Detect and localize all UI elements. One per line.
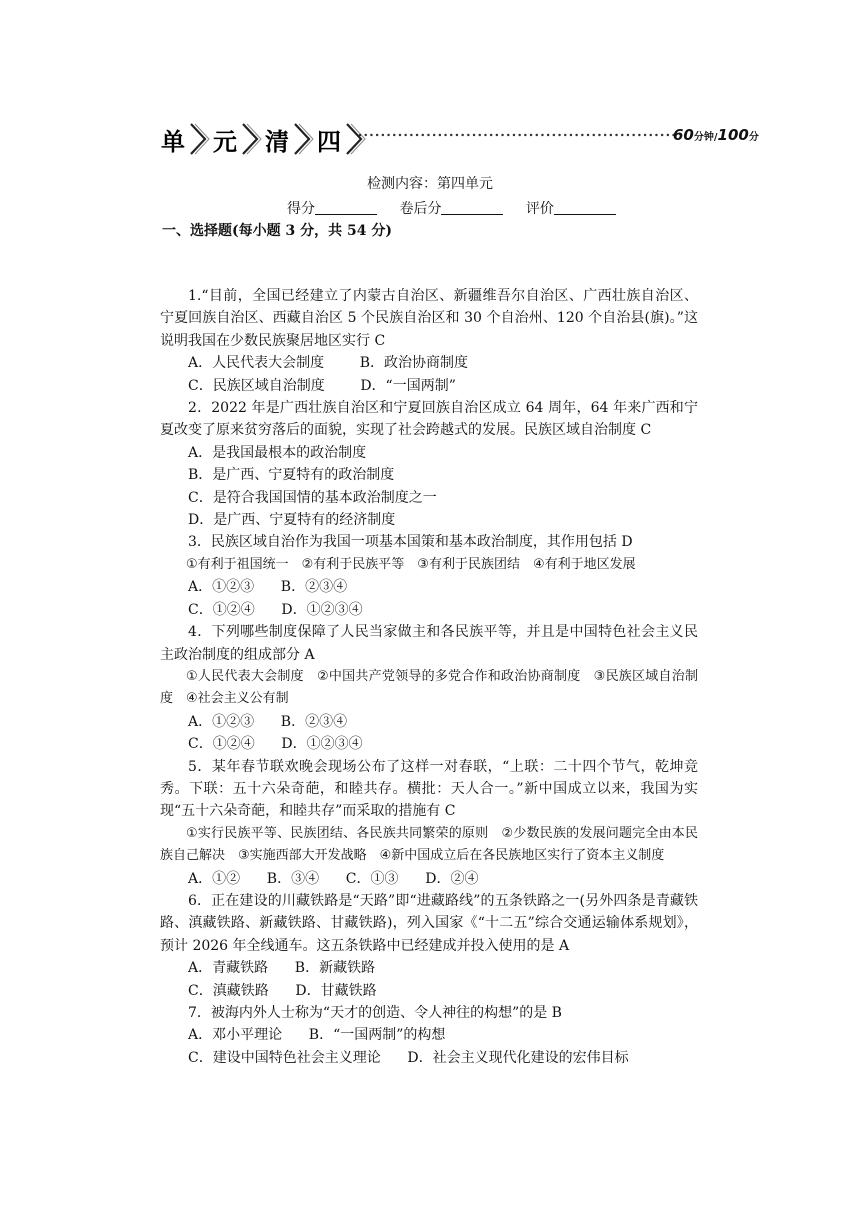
score-value: 100 bbox=[717, 126, 749, 144]
unit-title-segment bbox=[262, 122, 314, 157]
unit-title-segment bbox=[158, 122, 210, 157]
chevron-right-icon bbox=[240, 122, 262, 156]
unit-title-segment bbox=[210, 122, 262, 157]
question-stem: 1.“目前，全国已经建立了内蒙古自治区、新疆维吾尔自治区、广西壮族自治区、宁夏回族自治区、西藏自治区 5 个民族自治区和 30 个自治州、120 个自治县(旗)。”这说明我国在少数民族聚居地区实行 C bbox=[160, 288, 698, 349]
question-option-row: A．①② B．③④ C．①③ D．②④ bbox=[188, 870, 479, 887]
question-option-row: C．滇藏铁路 D．甘藏铁路 bbox=[188, 982, 377, 999]
score-blank[interactable] bbox=[554, 200, 616, 215]
section-title: 一、选择题(每小题 3 分，共 54 分) bbox=[162, 223, 392, 239]
unit-title-char: 清 bbox=[265, 127, 289, 156]
question-list bbox=[160, 285, 698, 1069]
unit-title-char: 元 bbox=[213, 127, 237, 156]
unit-title-char: 单 bbox=[161, 127, 185, 156]
score-blank[interactable] bbox=[441, 200, 503, 215]
chevron-right-icon bbox=[292, 122, 314, 156]
score-fields bbox=[287, 198, 634, 218]
score-field-label: 得分 bbox=[287, 201, 315, 217]
question-option-row: A．邓小平理论 B．“一国两制”的构想 bbox=[188, 1027, 446, 1044]
score-field-label: 卷后分 bbox=[399, 201, 442, 217]
time-unit: 分钟/ bbox=[693, 132, 718, 143]
unit-title-char: 四 bbox=[317, 127, 341, 156]
score-blank[interactable] bbox=[315, 200, 377, 215]
question-item bbox=[160, 1002, 698, 1069]
question-item bbox=[160, 890, 698, 1002]
question-item bbox=[160, 397, 698, 531]
question-option-row: C．建设中国特色社会主义理论 D．社会主义现代化建设的宏伟目标 bbox=[188, 1049, 629, 1066]
dotted-leader bbox=[358, 131, 676, 139]
question-option-row: A．青藏铁路 B．新藏铁路 bbox=[188, 960, 376, 977]
score-field-label: 评价 bbox=[525, 201, 554, 217]
question-stem: 7．被海内外人士称为“天才的创造、令人神往的构想”的是 B bbox=[188, 1005, 562, 1021]
unit-title-segment bbox=[314, 122, 366, 157]
question-option-row: D．是广西、宁夏特有的经济制度 bbox=[188, 512, 396, 529]
question-option-row: C．①②④ D．①②③④ bbox=[188, 601, 363, 618]
question-item bbox=[160, 621, 698, 755]
time-score-badge bbox=[673, 126, 759, 144]
question-option-row: A．①②③ B．②③④ bbox=[188, 713, 348, 730]
question-stem: 2．2022 年是广西壮族自治区和宁夏回族自治区成立 64 周年，64 年来广西和宁夏改变了原来贫穷落后的面貌，实现了社会跨越式的发展。民族区域自治制度 C bbox=[160, 400, 698, 439]
question-statements: ①实行民族平等、民族团结、各民族共同繁荣的原则 ②少数民族的发展问题完全由本民族自己解决 ③实施西部大开发战略 ④新中国成立后在各民族地区实行了资本主义制度 bbox=[160, 825, 698, 864]
question-stem: 6．正在建设的川藏铁路是“天路”即“进藏路线”的五条铁路之一(另外四条是青藏铁路、滇藏铁路、新藏铁路、甘藏铁路)，列入国家《“十二五”综合交通运输体系规划》，预计 2026 年全线通车。这五条铁路中已经建成并投入使用的是 A bbox=[160, 892, 698, 954]
question-item bbox=[160, 285, 698, 397]
time-value: 60 bbox=[673, 126, 694, 144]
unit-banner bbox=[158, 122, 778, 156]
question-statements: ①有利于祖国统一 ②有利于民族平等 ③有利于民族团结 ④有利于地区发展 bbox=[186, 556, 636, 572]
question-option-row: A．①②③ B．②③④ bbox=[188, 579, 348, 596]
question-stem: 4．下列哪些制度保障了人民当家做主和各民族平等，并且是中国特色社会主义民主政治制度的组成部分 A bbox=[160, 624, 698, 663]
question-statements: ①人民代表大会制度 ②中国共产党领导的多党合作和政治协商制度 ③民族区域自治制度 ④社会主义公有制 bbox=[160, 668, 698, 707]
question-stem: 5．某年春节联欢晚会现场公布了这样一对春联，“上联：二十四个节气，乾坤竞秀。下联：五十六朵奇葩，和睦共存。横批：天人合一。”新中国成立以来，我国为实现“五十六朵奇葩，和睦共存”而采取的措施有 C bbox=[160, 758, 698, 820]
question-option-row: B．是广西、宁夏特有的政治制度 bbox=[188, 467, 395, 484]
question-item bbox=[160, 531, 698, 621]
chevron-right-icon bbox=[344, 122, 366, 156]
question-option-row: C．①②④ D．①②③④ bbox=[188, 736, 363, 753]
unit-title bbox=[158, 122, 366, 156]
question-option-row: A．是我国最根本的政治制度 bbox=[188, 444, 367, 461]
question-item bbox=[160, 756, 698, 890]
test-scope: 检测内容：第四单元 bbox=[367, 176, 493, 192]
question-option-row: C．是符合我国国情的基本政治制度之一 bbox=[188, 489, 437, 506]
question-option-row: C．民族区域自治制度 D．“一国两制” bbox=[188, 377, 456, 394]
question-option-row: A．人民代表大会制度 B．政治协商制度 bbox=[188, 355, 468, 372]
score-unit: 分 bbox=[748, 132, 759, 143]
chevron-right-icon bbox=[188, 122, 210, 156]
question-stem: 3．民族区域自治作为我国一项基本国策和基本政治制度，其作用包括 D bbox=[188, 534, 633, 551]
